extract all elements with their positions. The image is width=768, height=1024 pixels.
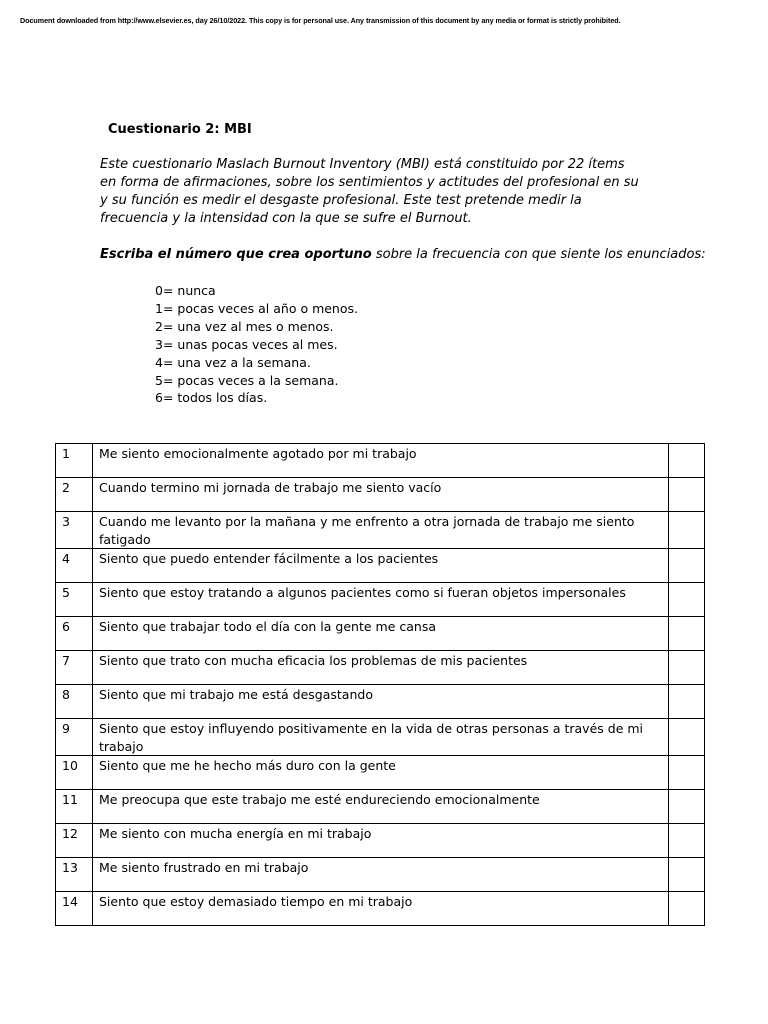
item-number: 9	[56, 719, 93, 756]
scale-item: 1= pocas veces al año o menos.	[155, 300, 358, 316]
item-number: 12	[56, 824, 93, 858]
item-statement: Me siento emocionalmente agotado por mi trabajo	[93, 444, 669, 478]
item-statement: Cuando me levanto por la mañana y me enfrento a otra jornada de trabajo me siento fatigado	[93, 512, 669, 549]
table-row	[56, 549, 705, 583]
item-number: 11	[56, 790, 93, 824]
instruction-rest: sobre la frecuencia con que siente los enunciados:	[371, 247, 706, 262]
item-statement: Siento que estoy demasiado tiempo en mi trabajo	[93, 892, 669, 926]
answer-cell[interactable]	[669, 651, 705, 685]
answer-cell[interactable]	[669, 478, 705, 512]
table-row	[56, 719, 705, 756]
scale-item: 3= unas pocas veces al mes.	[155, 336, 338, 352]
table-row	[56, 858, 705, 892]
item-statement: Siento que trato con mucha eficacia los problemas de mis pacientes	[93, 651, 669, 685]
table-row	[56, 444, 705, 478]
table-row	[56, 651, 705, 685]
item-number: 3	[56, 512, 93, 549]
mbi-items-table	[55, 443, 705, 926]
answer-cell[interactable]	[669, 858, 705, 892]
table-row	[56, 685, 705, 719]
answer-cell[interactable]	[669, 549, 705, 583]
table-row	[56, 790, 705, 824]
item-statement: Me preocupa que este trabajo me esté endureciendo emocionalmente	[93, 790, 669, 824]
intro-paragraph: Este cuestionario Maslach Burnout Inventory (MBI) está constituido por 22 ítems en forma de afirmaciones, sobre los sentimientos y actitudes del profesional en su y su función es medir el desgaste profesional. Este test pretende medir la frecuencia y la intensidad con la que se sufre el Burnout.	[100, 157, 639, 226]
answer-cell[interactable]	[669, 756, 705, 790]
questionnaire-title: Cuestionario 2: MBI	[108, 122, 252, 137]
item-number: 14	[56, 892, 93, 926]
scale-item: 4= una vez a la semana.	[155, 354, 311, 370]
item-statement: Me siento con mucha energía en mi trabajo	[93, 824, 669, 858]
item-number: 6	[56, 617, 93, 651]
answer-cell[interactable]	[669, 824, 705, 858]
item-number: 7	[56, 651, 93, 685]
item-number: 13	[56, 858, 93, 892]
item-statement: Siento que puedo entender fácilmente a los pacientes	[93, 549, 669, 583]
scale-item: 6= todos los días.	[155, 390, 268, 406]
answer-cell[interactable]	[669, 892, 705, 926]
item-statement: Cuando termino mi jornada de trabajo me siento vacío	[93, 478, 669, 512]
item-statement: Siento que estoy tratando a algunos pacientes como si fueran objetos impersonales	[93, 583, 669, 617]
answer-cell[interactable]	[669, 617, 705, 651]
item-statement: Siento que me he hecho más duro con la gente	[93, 756, 669, 790]
item-number: 8	[56, 685, 93, 719]
item-statement: Siento que trabajar todo el día con la gente me cansa	[93, 617, 669, 651]
item-statement: Siento que mi trabajo me está desgastando	[93, 685, 669, 719]
answer-cell[interactable]	[669, 444, 705, 478]
item-number: 10	[56, 756, 93, 790]
instruction-bold: Escriba el número que crea oportuno	[100, 247, 372, 262]
frequency-scale	[155, 282, 358, 407]
table-row	[56, 617, 705, 651]
instruction-line	[100, 246, 706, 264]
answer-cell[interactable]	[669, 583, 705, 617]
item-number: 2	[56, 478, 93, 512]
scale-item: 0= nunca	[155, 283, 216, 298]
table-row	[56, 583, 705, 617]
item-number: 4	[56, 549, 93, 583]
item-number: 1	[56, 444, 93, 478]
scale-item: 2= una vez al mes o menos.	[155, 318, 334, 334]
table-row	[56, 756, 705, 790]
item-statement: Me siento frustrado en mi trabajo	[93, 858, 669, 892]
download-disclaimer: Document downloaded from http://www.elsevier.es, day 26/10/2022. This copy is for personal use. Any transmission of this document by any media or format is strictly prohibited.	[20, 16, 621, 25]
answer-cell[interactable]	[669, 685, 705, 719]
item-statement: Siento que estoy influyendo positivamente en la vida de otras personas a través de mi trabajo	[93, 719, 669, 756]
answer-cell[interactable]	[669, 719, 705, 756]
scale-item: 5= pocas veces a la semana.	[155, 372, 339, 388]
item-number: 5	[56, 583, 93, 617]
table-row	[56, 824, 705, 858]
table-row	[56, 892, 705, 926]
table-row	[56, 478, 705, 512]
answer-cell[interactable]	[669, 512, 705, 549]
table-row	[56, 512, 705, 549]
answer-cell[interactable]	[669, 790, 705, 824]
